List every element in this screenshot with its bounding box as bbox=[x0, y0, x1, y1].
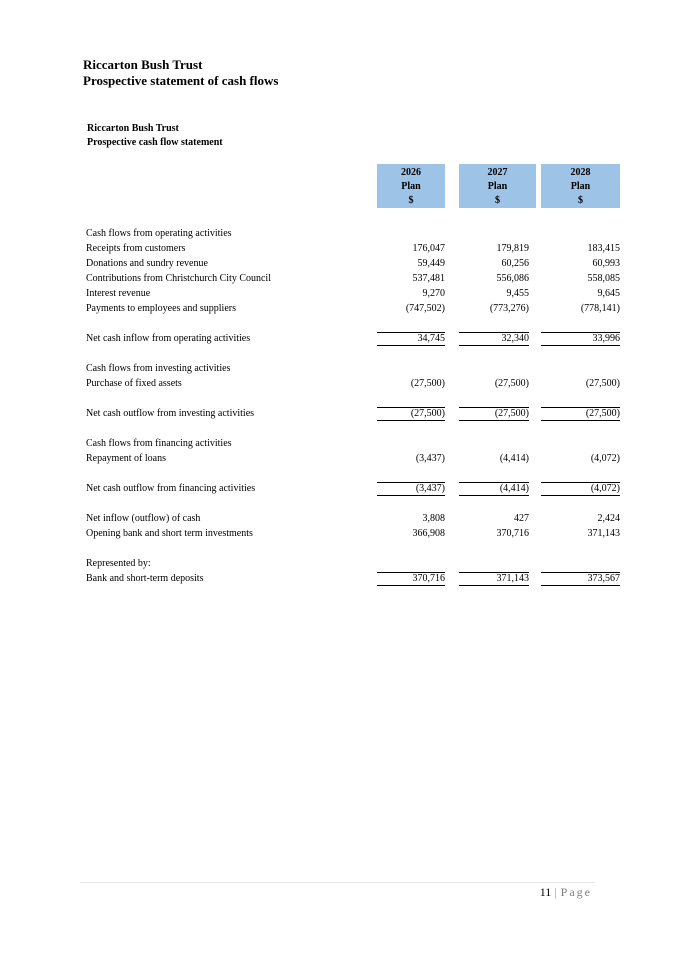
value-2027: 371,143 bbox=[459, 572, 529, 586]
row-label: Purchase of fixed assets bbox=[86, 378, 182, 389]
header-doc-title: Prospective statement of cash flows bbox=[83, 73, 279, 88]
row-label: Payments to employees and suppliers bbox=[86, 303, 236, 314]
value-2027: (27,500) bbox=[459, 407, 529, 421]
value-2028: 373,567 bbox=[541, 572, 620, 586]
value-2027: 60,256 bbox=[501, 258, 529, 269]
value-2026: 537,481 bbox=[412, 273, 445, 284]
table-row bbox=[0, 301, 675, 316]
value-2026: (3,437) bbox=[415, 453, 445, 464]
value-2027: (4,414) bbox=[459, 482, 529, 496]
total-row bbox=[0, 406, 675, 421]
table-row bbox=[0, 451, 675, 466]
column-sub: Plan bbox=[401, 181, 421, 192]
row-label: Cash flows from financing activities bbox=[86, 438, 232, 449]
section-heading bbox=[0, 226, 675, 241]
row-label: Net cash inflow from operating activities bbox=[86, 333, 251, 344]
section-heading bbox=[0, 436, 675, 451]
value-2027: 427 bbox=[514, 513, 529, 524]
value-2028: 558,085 bbox=[587, 273, 620, 284]
row-label: Opening bank and short term investments bbox=[86, 528, 253, 539]
value-2028: (4,072) bbox=[541, 482, 620, 496]
value-2027: 179,819 bbox=[496, 243, 529, 254]
value-2027: 556,086 bbox=[496, 273, 529, 284]
value-2026: 59,449 bbox=[417, 258, 445, 269]
column-year: 2028 bbox=[570, 167, 591, 178]
spacer bbox=[0, 391, 675, 406]
page-number bbox=[470, 884, 592, 900]
column-unit: $ bbox=[495, 195, 500, 206]
column-header-2027 bbox=[459, 164, 536, 208]
column-header-2028 bbox=[541, 164, 620, 208]
total-row bbox=[0, 331, 675, 346]
table-row bbox=[0, 511, 675, 526]
value-2026: (747,502) bbox=[405, 303, 445, 314]
table-title bbox=[87, 122, 223, 150]
column-year: 2026 bbox=[401, 167, 421, 178]
page-title bbox=[83, 57, 278, 89]
page-separator: | bbox=[554, 885, 558, 899]
row-label: Represented by: bbox=[86, 558, 151, 569]
column-unit: $ bbox=[408, 195, 414, 206]
value-2028: (778,141) bbox=[580, 303, 620, 314]
value-2026: (27,500) bbox=[377, 407, 445, 421]
row-label: Interest revenue bbox=[86, 288, 151, 299]
value-2027: (4,414) bbox=[499, 453, 529, 464]
row-label: Receipts from customers bbox=[86, 243, 186, 254]
total-row bbox=[0, 481, 675, 496]
row-label: Net cash outflow from financing activities bbox=[86, 483, 256, 494]
value-2027: (773,276) bbox=[489, 303, 529, 314]
column-sub: Plan bbox=[487, 181, 508, 192]
value-2027: (27,500) bbox=[494, 378, 529, 389]
row-label: Net cash outflow from investing activities bbox=[86, 408, 255, 419]
row-label: Bank and short-term deposits bbox=[86, 573, 204, 584]
header-org: Riccarton Bush Trust bbox=[83, 57, 203, 72]
row-label: Cash flows from operating activities bbox=[86, 228, 232, 239]
row-label: Contributions from Christchurch City Council bbox=[86, 273, 271, 284]
value-2028: (27,500) bbox=[541, 407, 620, 421]
value-2028: (27,500) bbox=[585, 378, 620, 389]
value-2028: 60,993 bbox=[592, 258, 620, 269]
value-2027: 32,340 bbox=[459, 332, 529, 346]
column-sub: Plan bbox=[570, 181, 591, 192]
footer-divider bbox=[80, 882, 595, 883]
total-row bbox=[0, 571, 675, 586]
spacer bbox=[0, 316, 675, 331]
section-heading bbox=[0, 361, 675, 376]
value-2026: 9,270 bbox=[422, 288, 445, 299]
table-row bbox=[0, 526, 675, 541]
value-2027: 9,455 bbox=[506, 288, 529, 299]
value-2028: 371,143 bbox=[587, 528, 620, 539]
table-row bbox=[0, 241, 675, 256]
value-2028: 33,996 bbox=[541, 332, 620, 346]
table-name: Prospective cash flow statement bbox=[87, 137, 223, 148]
value-2026: 34,745 bbox=[377, 332, 445, 346]
value-2028: 9,645 bbox=[597, 288, 620, 299]
table-row bbox=[0, 286, 675, 301]
spacer bbox=[0, 421, 675, 436]
spacer bbox=[0, 541, 675, 556]
value-2028: 183,415 bbox=[587, 243, 620, 254]
row-label: Donations and sundry revenue bbox=[86, 258, 208, 269]
table-row bbox=[0, 256, 675, 271]
table-org: Riccarton Bush Trust bbox=[87, 123, 179, 134]
row-label: Cash flows from investing activities bbox=[86, 363, 231, 374]
value-2027: 370,716 bbox=[496, 528, 529, 539]
column-header-2026 bbox=[377, 164, 445, 208]
value-2026: 366,908 bbox=[412, 528, 445, 539]
spacer bbox=[0, 346, 675, 361]
row-label: Repayment of loans bbox=[86, 453, 166, 464]
column-year: 2027 bbox=[487, 167, 508, 178]
value-2028: 2,424 bbox=[597, 513, 620, 524]
page-word: Page bbox=[560, 885, 592, 899]
value-2026: 3,808 bbox=[422, 513, 445, 524]
value-2026: (3,437) bbox=[377, 482, 445, 496]
table-row bbox=[0, 376, 675, 391]
value-2026: (27,500) bbox=[410, 378, 445, 389]
section-heading bbox=[0, 556, 675, 571]
column-unit: $ bbox=[578, 195, 583, 206]
spacer bbox=[0, 466, 675, 481]
value-2026: 176,047 bbox=[412, 243, 445, 254]
spacer bbox=[0, 496, 675, 511]
value-2026: 370,716 bbox=[377, 572, 445, 586]
cash-flow-table bbox=[0, 226, 675, 586]
row-label: Net inflow (outflow) of cash bbox=[86, 513, 201, 524]
value-2028: (4,072) bbox=[590, 453, 620, 464]
table-row bbox=[0, 271, 675, 286]
page-number-value: 11 bbox=[539, 885, 552, 899]
